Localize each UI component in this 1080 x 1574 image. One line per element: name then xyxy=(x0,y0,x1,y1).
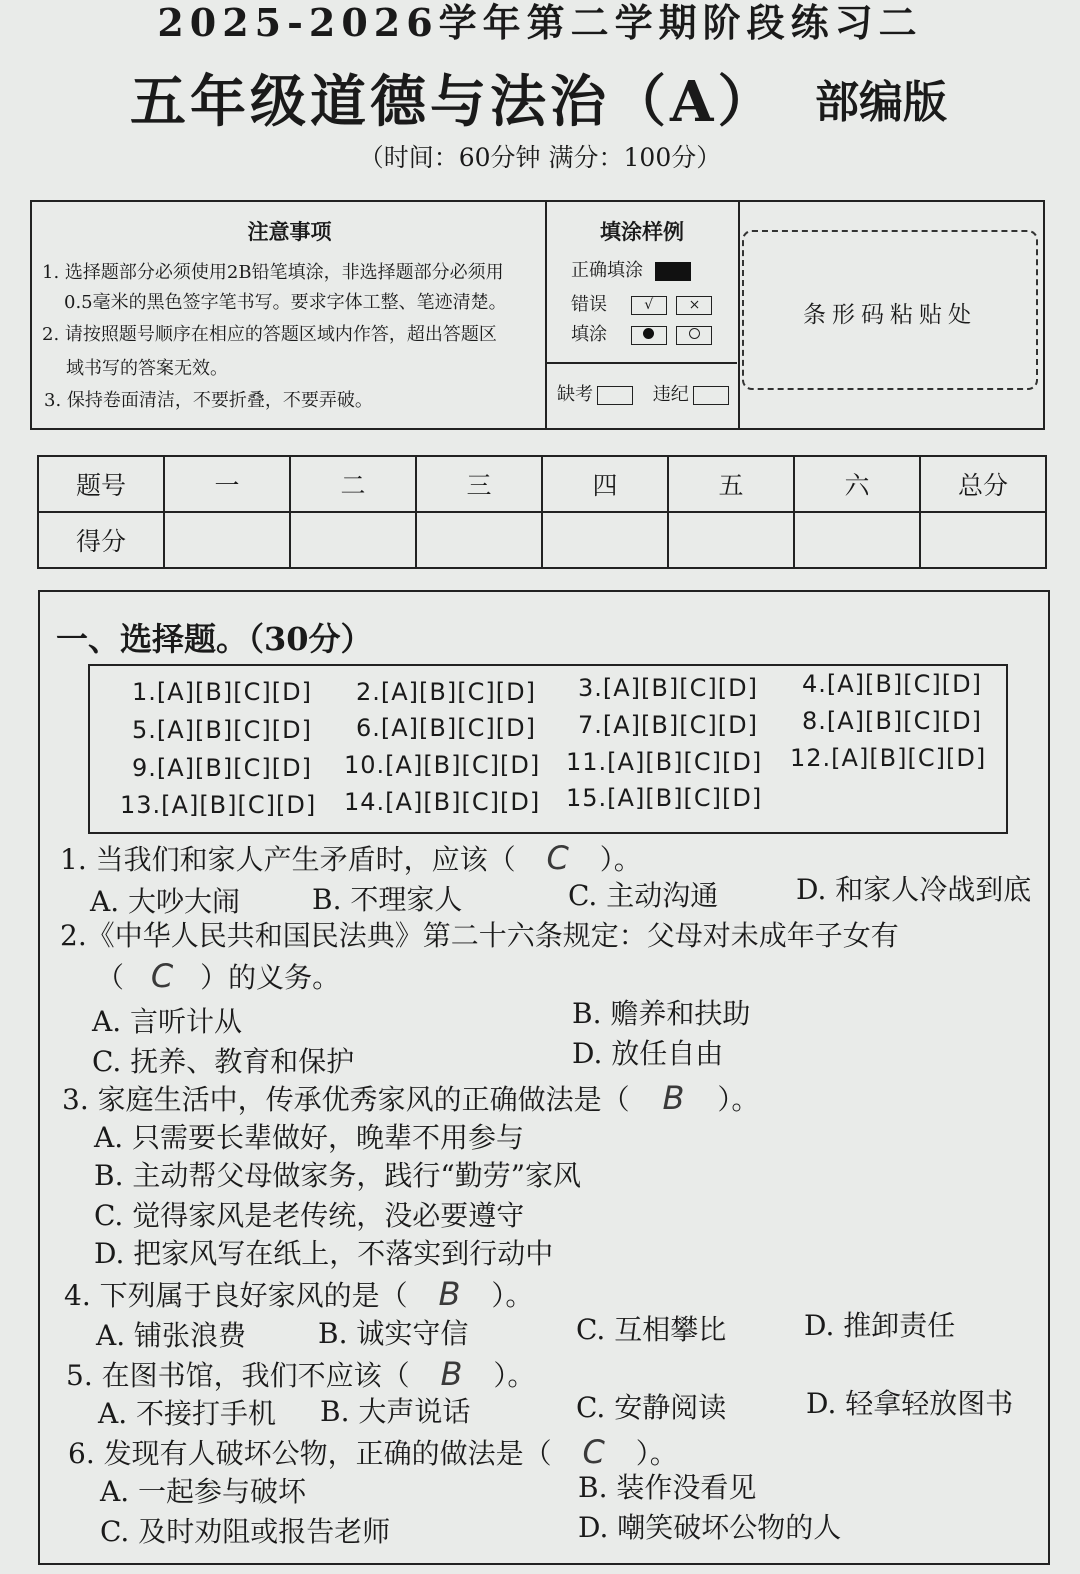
option: C. 安静阅读 xyxy=(576,1391,727,1424)
option: A. 只需要长辈做好，晚辈不用参与 xyxy=(94,1121,525,1154)
fill-sample-title: 填涂样例 xyxy=(600,219,684,244)
score-row-label: 得分 xyxy=(38,512,164,568)
score-header-cell: 五 xyxy=(668,456,794,512)
score-table-score-row xyxy=(38,512,1046,568)
score-cell[interactable] xyxy=(416,512,542,568)
score-cell[interactable] xyxy=(668,512,794,568)
wrong-fill-label-1: 错误 xyxy=(571,294,607,315)
answer-item[interactable]: 12.[A][B][C][D] xyxy=(790,744,987,772)
option: C. 主动沟通 xyxy=(568,879,719,912)
section-title: 一、选择题。（30分） xyxy=(56,620,373,658)
handwritten-answer: B xyxy=(440,1355,463,1393)
option: D. 推卸责任 xyxy=(804,1309,956,1342)
option: B. 主动帮父母做家务，践行“勤劳”家风 xyxy=(94,1159,582,1192)
option: A. 大吵大闹 xyxy=(90,885,241,918)
answer-item[interactable]: 13.[A][B][C][D] xyxy=(120,791,317,819)
filled-dot-icon xyxy=(631,326,667,345)
option: A. 铺张浪费 xyxy=(96,1319,247,1352)
wrong-fill-row-1 xyxy=(571,290,712,316)
absent-row xyxy=(557,380,729,406)
question-2-stem-line2: （ C ）的义务。 xyxy=(96,957,341,995)
absent-label: 缺考 xyxy=(557,384,593,405)
note-line: 3. 保持卷面清洁，不要折叠，不要弄破。 xyxy=(44,390,373,411)
exam-term-title: 2025-2026学年第二学期阶段练习二 xyxy=(157,0,923,45)
score-cell[interactable] xyxy=(794,512,920,568)
note-line: 域书写的答案无效。 xyxy=(66,358,228,379)
exam-info: （时间：60分钟 满分：100分） xyxy=(358,143,722,172)
score-cell[interactable] xyxy=(164,512,290,568)
answer-item[interactable]: 10.[A][B][C][D] xyxy=(344,751,541,779)
violation-checkbox[interactable] xyxy=(693,386,729,405)
answer-item[interactable]: 9.[A][B][C][D] xyxy=(132,754,312,782)
divider xyxy=(547,362,737,364)
answer-item[interactable]: 3.[A][B][C][D] xyxy=(578,674,758,702)
handwritten-answer: B xyxy=(662,1079,685,1117)
correct-fill-row xyxy=(571,256,691,282)
option: D. 把家风写在纸上，不落实到行动中 xyxy=(94,1237,554,1270)
note-line: 1. 选择题部分必须使用2B铅笔填涂，非选择题部分必须用 xyxy=(42,262,504,283)
score-header-cell: 六 xyxy=(794,456,920,512)
option: B. 装作没看见 xyxy=(578,1471,757,1504)
score-cell[interactable] xyxy=(290,512,416,568)
note-line: 2. 请按照题号顺序在相应的答题区域内作答，超出答题区 xyxy=(42,324,497,345)
question-5-stem: 5. 在图书馆，我们不应该（ B ）。 xyxy=(66,1355,536,1393)
info-box xyxy=(30,200,1045,430)
option: D. 和家人冷战到底 xyxy=(796,873,1032,906)
score-table-header-row xyxy=(38,456,1046,512)
answer-item[interactable]: 14.[A][B][C][D] xyxy=(344,788,541,816)
answer-item[interactable]: 6.[A][B][C][D] xyxy=(356,714,536,742)
option: D. 嘲笑破坏公物的人 xyxy=(578,1511,842,1544)
fill-sample-panel xyxy=(547,202,740,430)
option: C. 觉得家风是老传统，没必要遵守 xyxy=(94,1199,525,1232)
option: A. 言听计从 xyxy=(92,1005,243,1038)
option: C. 及时劝阻或报告老师 xyxy=(100,1515,391,1548)
exam-subject-title: 五年级道德与法治（A） xyxy=(130,69,778,135)
absent-checkbox[interactable] xyxy=(597,386,633,405)
correct-fill-label: 正确填涂 xyxy=(571,260,643,281)
answer-item[interactable]: 1.[A][B][C][D] xyxy=(132,678,312,706)
answer-item[interactable]: 15.[A][B][C][D] xyxy=(566,784,763,812)
option: B. 大声说话 xyxy=(320,1395,471,1428)
answer-item[interactable]: 4.[A][B][C][D] xyxy=(802,670,982,698)
answer-sheet-grid xyxy=(88,664,1008,834)
barcode-label: 条形码粘贴处 xyxy=(803,302,977,328)
option: B. 赡养和扶助 xyxy=(572,997,751,1030)
score-header-cell: 二 xyxy=(290,456,416,512)
wrong-fill-label-2: 填涂 xyxy=(571,324,607,345)
violation-label: 违纪 xyxy=(652,384,689,405)
score-header-cell: 四 xyxy=(542,456,668,512)
score-cell[interactable] xyxy=(920,512,1046,568)
option: D. 轻拿轻放图书 xyxy=(806,1387,1014,1420)
note-line: 0.5毫米的黑色签字笔书写。要求字体工整、笔迹清楚。 xyxy=(64,292,507,313)
option: C. 抚养、教育和保护 xyxy=(92,1045,355,1078)
ring-icon xyxy=(676,326,712,345)
solid-fill-sample xyxy=(655,262,691,281)
answer-item[interactable]: 11.[A][B][C][D] xyxy=(566,748,763,776)
score-header-cell: 三 xyxy=(416,456,542,512)
option: C. 互相攀比 xyxy=(576,1313,727,1346)
question-1-stem: 1. 当我们和家人产生矛盾时，应该（ C ）。 xyxy=(60,839,642,877)
option: A. 不接打手机 xyxy=(98,1397,277,1430)
score-cell[interactable] xyxy=(542,512,668,568)
notes-title: 注意事项 xyxy=(247,219,332,244)
handwritten-answer: C xyxy=(150,957,174,995)
question-6-stem: 6. 发现有人破坏公物，正确的做法是（ C ）。 xyxy=(68,1433,678,1471)
wrong-fill-row-2 xyxy=(571,320,712,346)
notes-panel xyxy=(32,202,547,430)
barcode-area xyxy=(742,230,1038,390)
option: B. 不理家人 xyxy=(312,883,463,916)
answer-item[interactable]: 5.[A][B][C][D] xyxy=(132,716,312,744)
cross-mark-icon: × xyxy=(676,296,712,315)
question-2-stem: 2.《中华人民共和国民法典》第二十六条规定：父母对未成年子女有 xyxy=(60,919,899,952)
option: B. 诚实守信 xyxy=(318,1317,469,1350)
question-3-stem: 3. 家庭生活中，传承优秀家风的正确做法是（ B ）。 xyxy=(62,1079,760,1117)
answer-item[interactable]: 2.[A][B][C][D] xyxy=(356,678,536,706)
question-4-stem: 4. 下列属于良好家风的是（ B ）。 xyxy=(64,1275,534,1313)
handwritten-answer: B xyxy=(438,1275,461,1313)
option: A. 一起参与破坏 xyxy=(100,1475,307,1508)
score-header-cell: 总分 xyxy=(920,456,1046,512)
answer-item[interactable]: 7.[A][B][C][D] xyxy=(578,711,758,739)
answer-item[interactable]: 8.[A][B][C][D] xyxy=(802,707,982,735)
score-table xyxy=(37,455,1047,569)
edition-label: 部编版 xyxy=(815,77,947,128)
score-header-cell: 题号 xyxy=(38,456,164,512)
score-header-cell: 一 xyxy=(164,456,290,512)
option: D. 放任自由 xyxy=(572,1037,724,1070)
handwritten-answer: C xyxy=(582,1433,605,1471)
check-mark-icon: √ xyxy=(631,296,667,315)
handwritten-answer: C xyxy=(546,839,569,877)
